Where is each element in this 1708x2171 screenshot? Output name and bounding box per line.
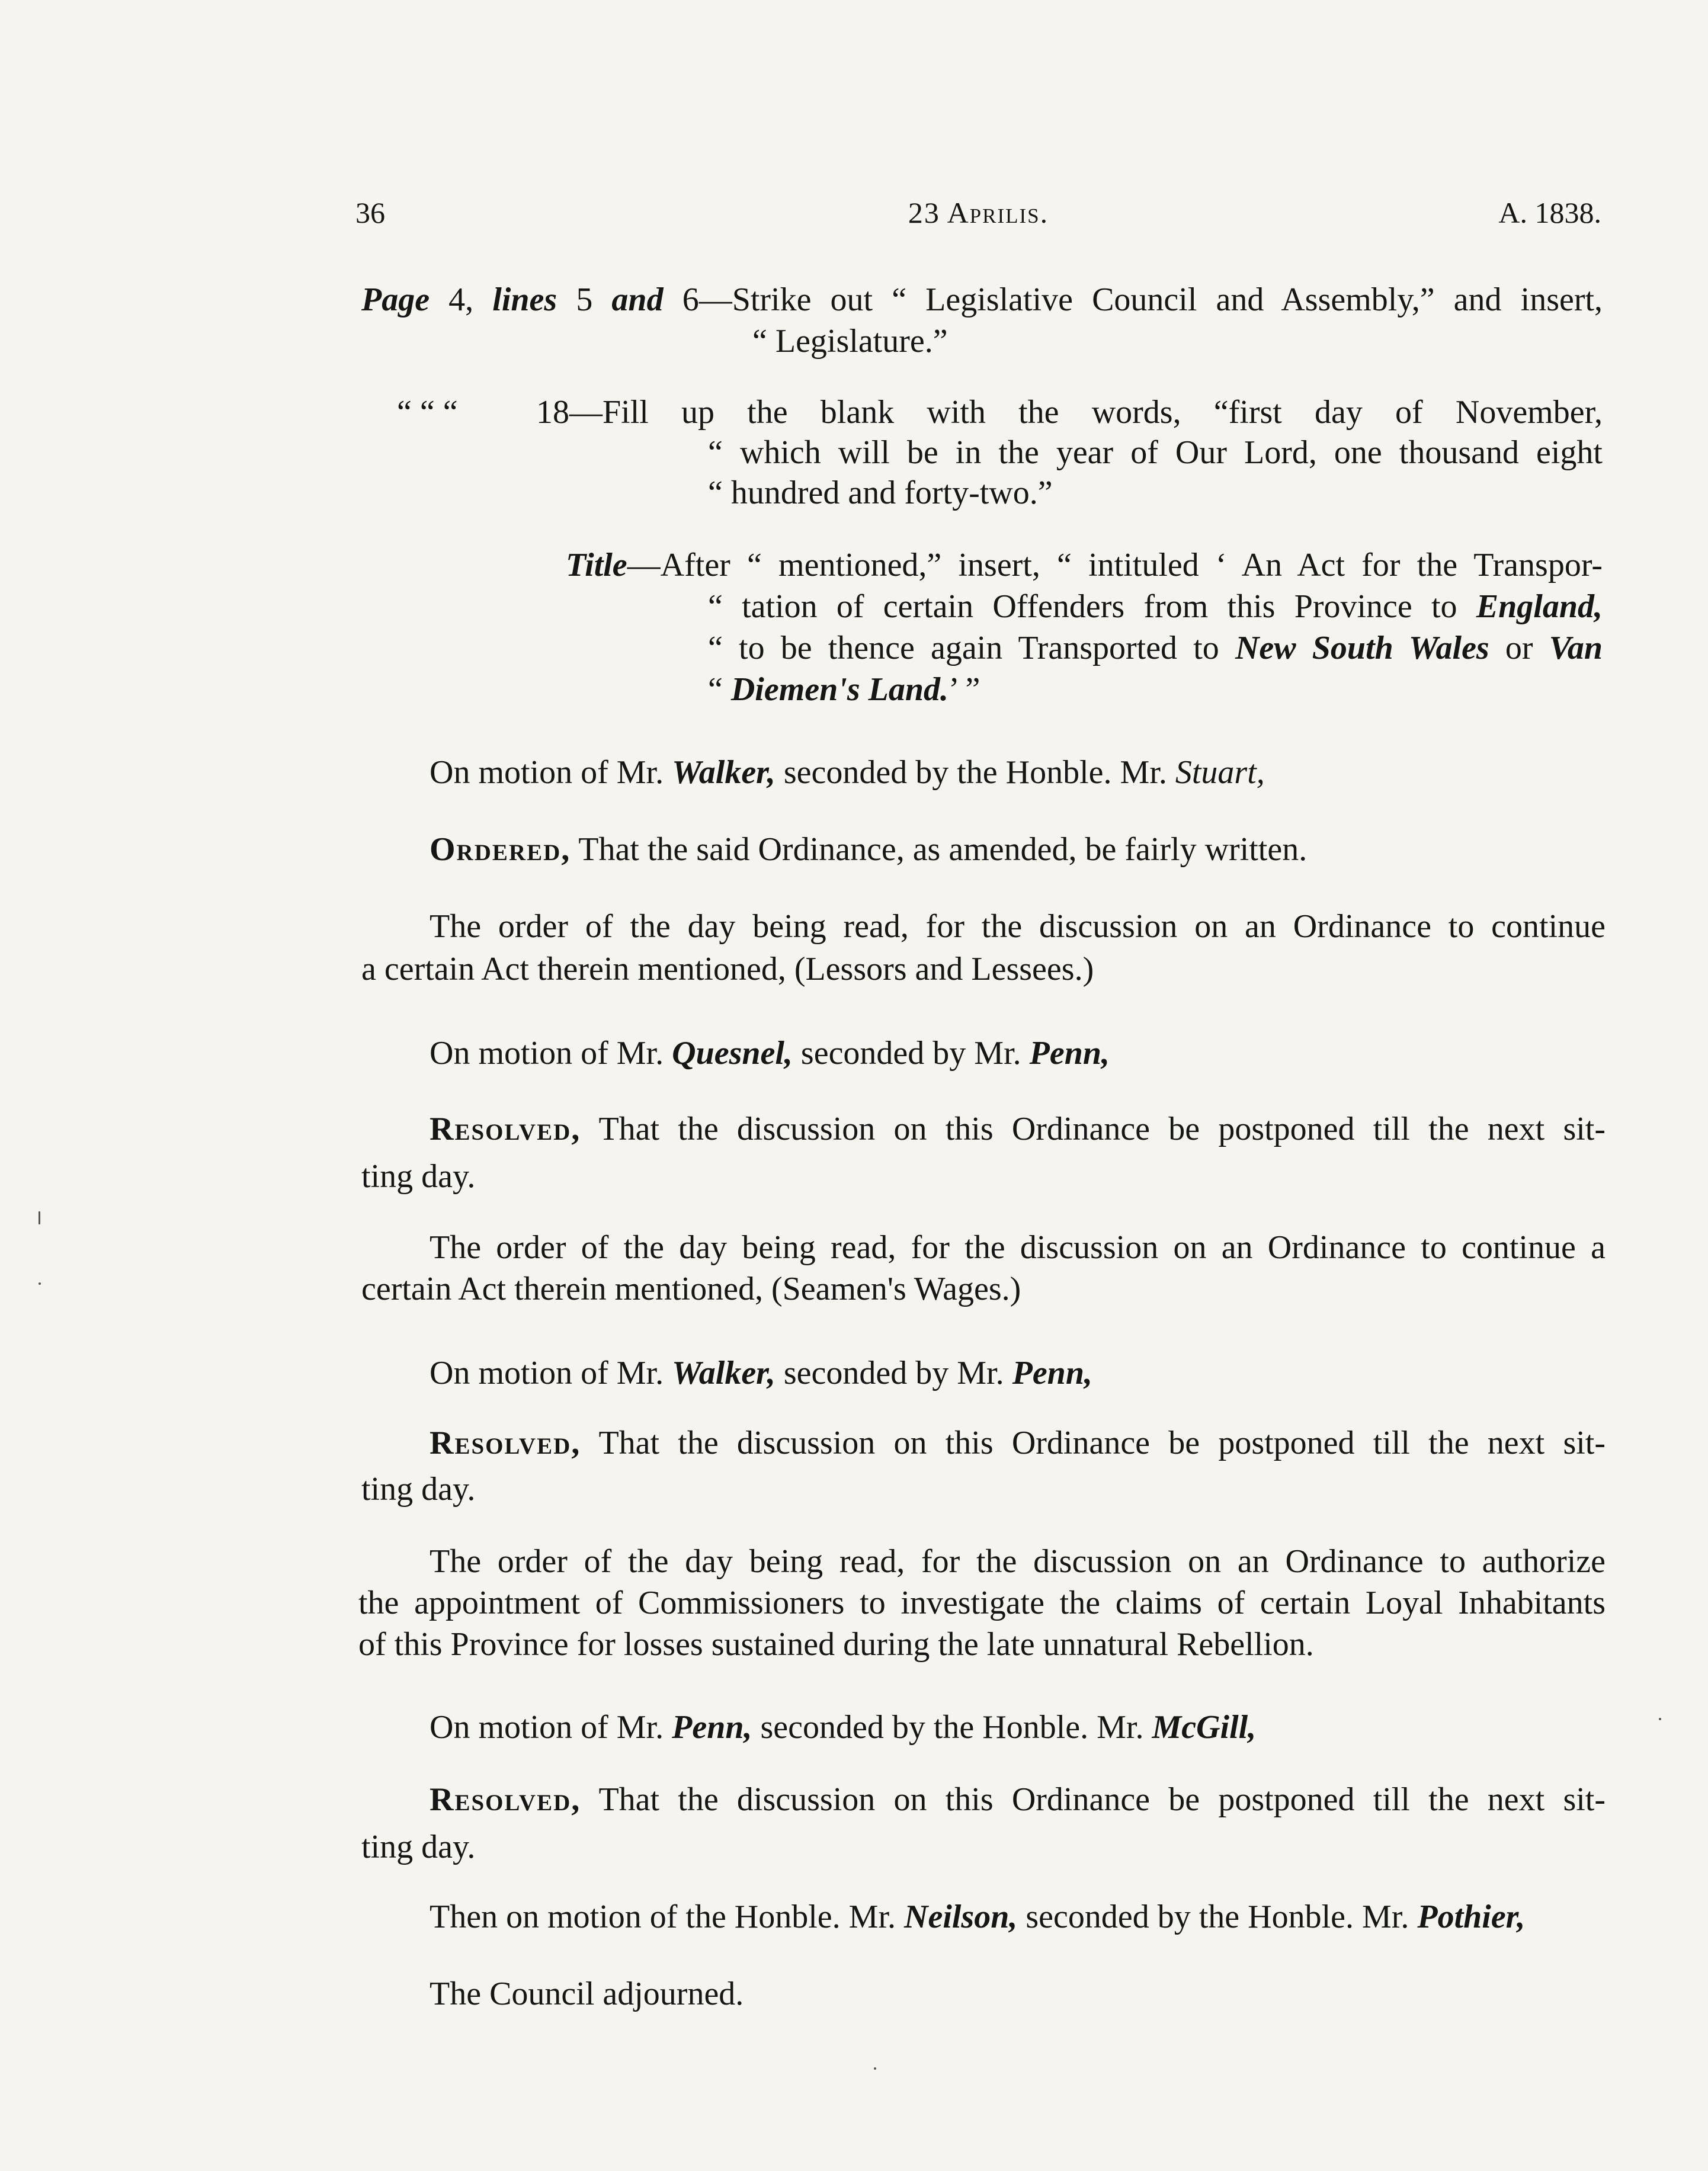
amendment-3-line-1: Title—After “ mentioned,” insert, “ intituled ‘ An Act for the Transpor- <box>566 547 1603 583</box>
order-commissioners-line-3: of this Province for losses sustained during the late unnatural Rebellion. <box>358 1626 1314 1663</box>
ordered-paragraph: Ordered, That the said Ordinance, as amended, be fairly written. <box>430 831 1308 868</box>
page-number: 36 <box>355 196 385 229</box>
amendment-1-line-1: Page 4, lines 5 and 6—Strike out “ Legislative Council and Assembly,” and insert, <box>361 281 1603 318</box>
resolved-2-line-1: Resolved, That the discussion on this Ordinance be postponed till the next sit- <box>430 1425 1606 1461</box>
order-lessors-line-1: The order of the day being read, for the discussion on an Ordinance to continue <box>430 908 1606 945</box>
running-date: 23 Aprilis. <box>908 196 1049 229</box>
amendment-2-ditto: “ “ “ <box>397 394 458 431</box>
amendment-2-line-1: 18—Fill up the blank with the words, “first day of November, <box>536 394 1603 431</box>
amendment-2-line-2: “ which will be in the year of Our Lord, one thousand eight <box>708 434 1603 471</box>
amendment-3-line-2: “ tation of certain Offenders from this Province to England, <box>708 588 1603 625</box>
motion-neilson-pothier: Then on motion of the Honble. Mr. Neilson, seconded by the Honble. Mr. Pothier, <box>430 1899 1526 1935</box>
motion-walker-stuart: On motion of Mr. Walker, seconded by the Honble. Mr. Stuart, <box>430 754 1265 791</box>
running-year: A. 1838. <box>1498 196 1601 229</box>
motion-walker-penn: On motion of Mr. Walker, seconded by Mr. Penn, <box>430 1355 1092 1391</box>
amendment-3-line-4: “ Diemen's Land.’ ” <box>708 671 980 708</box>
resolved-2-line-2: ting day. <box>361 1471 476 1508</box>
amendment-2-line-3: “ hundred and forty-two.” <box>708 474 1053 511</box>
order-seamen-line-2: certain Act therein mentioned, (Seamen's Wages.) <box>361 1271 1021 1307</box>
order-lessors-line-2: a certain Act therein mentioned, (Lessors and Lessees.) <box>361 951 1094 987</box>
order-commissioners-line-1: The order of the day being read, for the discussion on an Ordinance to authorize <box>430 1543 1606 1580</box>
order-commissioners-line-2: the appointment of Commissioners to investigate the claims of certain Loyal Inhabitants <box>358 1585 1606 1621</box>
page-header <box>355 195 1601 249</box>
amendment-1-line-2: “ Legislature.” <box>752 323 948 360</box>
scan-speck <box>39 1282 41 1285</box>
resolved-1-line-2: ting day. <box>361 1158 476 1195</box>
scan-speck <box>39 1211 40 1224</box>
scan-speck <box>1659 1718 1661 1720</box>
resolved-3-line-1: Resolved, That the discussion on this Ordinance be postponed till the next sit- <box>430 1781 1606 1818</box>
motion-quesnel-penn: On motion of Mr. Quesnel, seconded by Mr. Penn, <box>430 1035 1110 1072</box>
resolved-3-line-2: ting day. <box>361 1829 476 1865</box>
council-adjourned: The Council adjourned. <box>430 1976 744 2012</box>
motion-penn-mcgill: On motion of Mr. Penn, seconded by the Honble. Mr. McGill, <box>430 1709 1257 1746</box>
scan-speck <box>874 2067 876 2070</box>
amendment-3-line-3: “ to be thence again Transported to New South Wales or Van <box>708 630 1603 666</box>
order-seamen-line-1: The order of the day being read, for the discussion on an Ordinance to continue a <box>430 1229 1606 1266</box>
resolved-1-line-1: Resolved, That the discussion on this Ordinance be postponed till the next sit- <box>430 1111 1606 1147</box>
